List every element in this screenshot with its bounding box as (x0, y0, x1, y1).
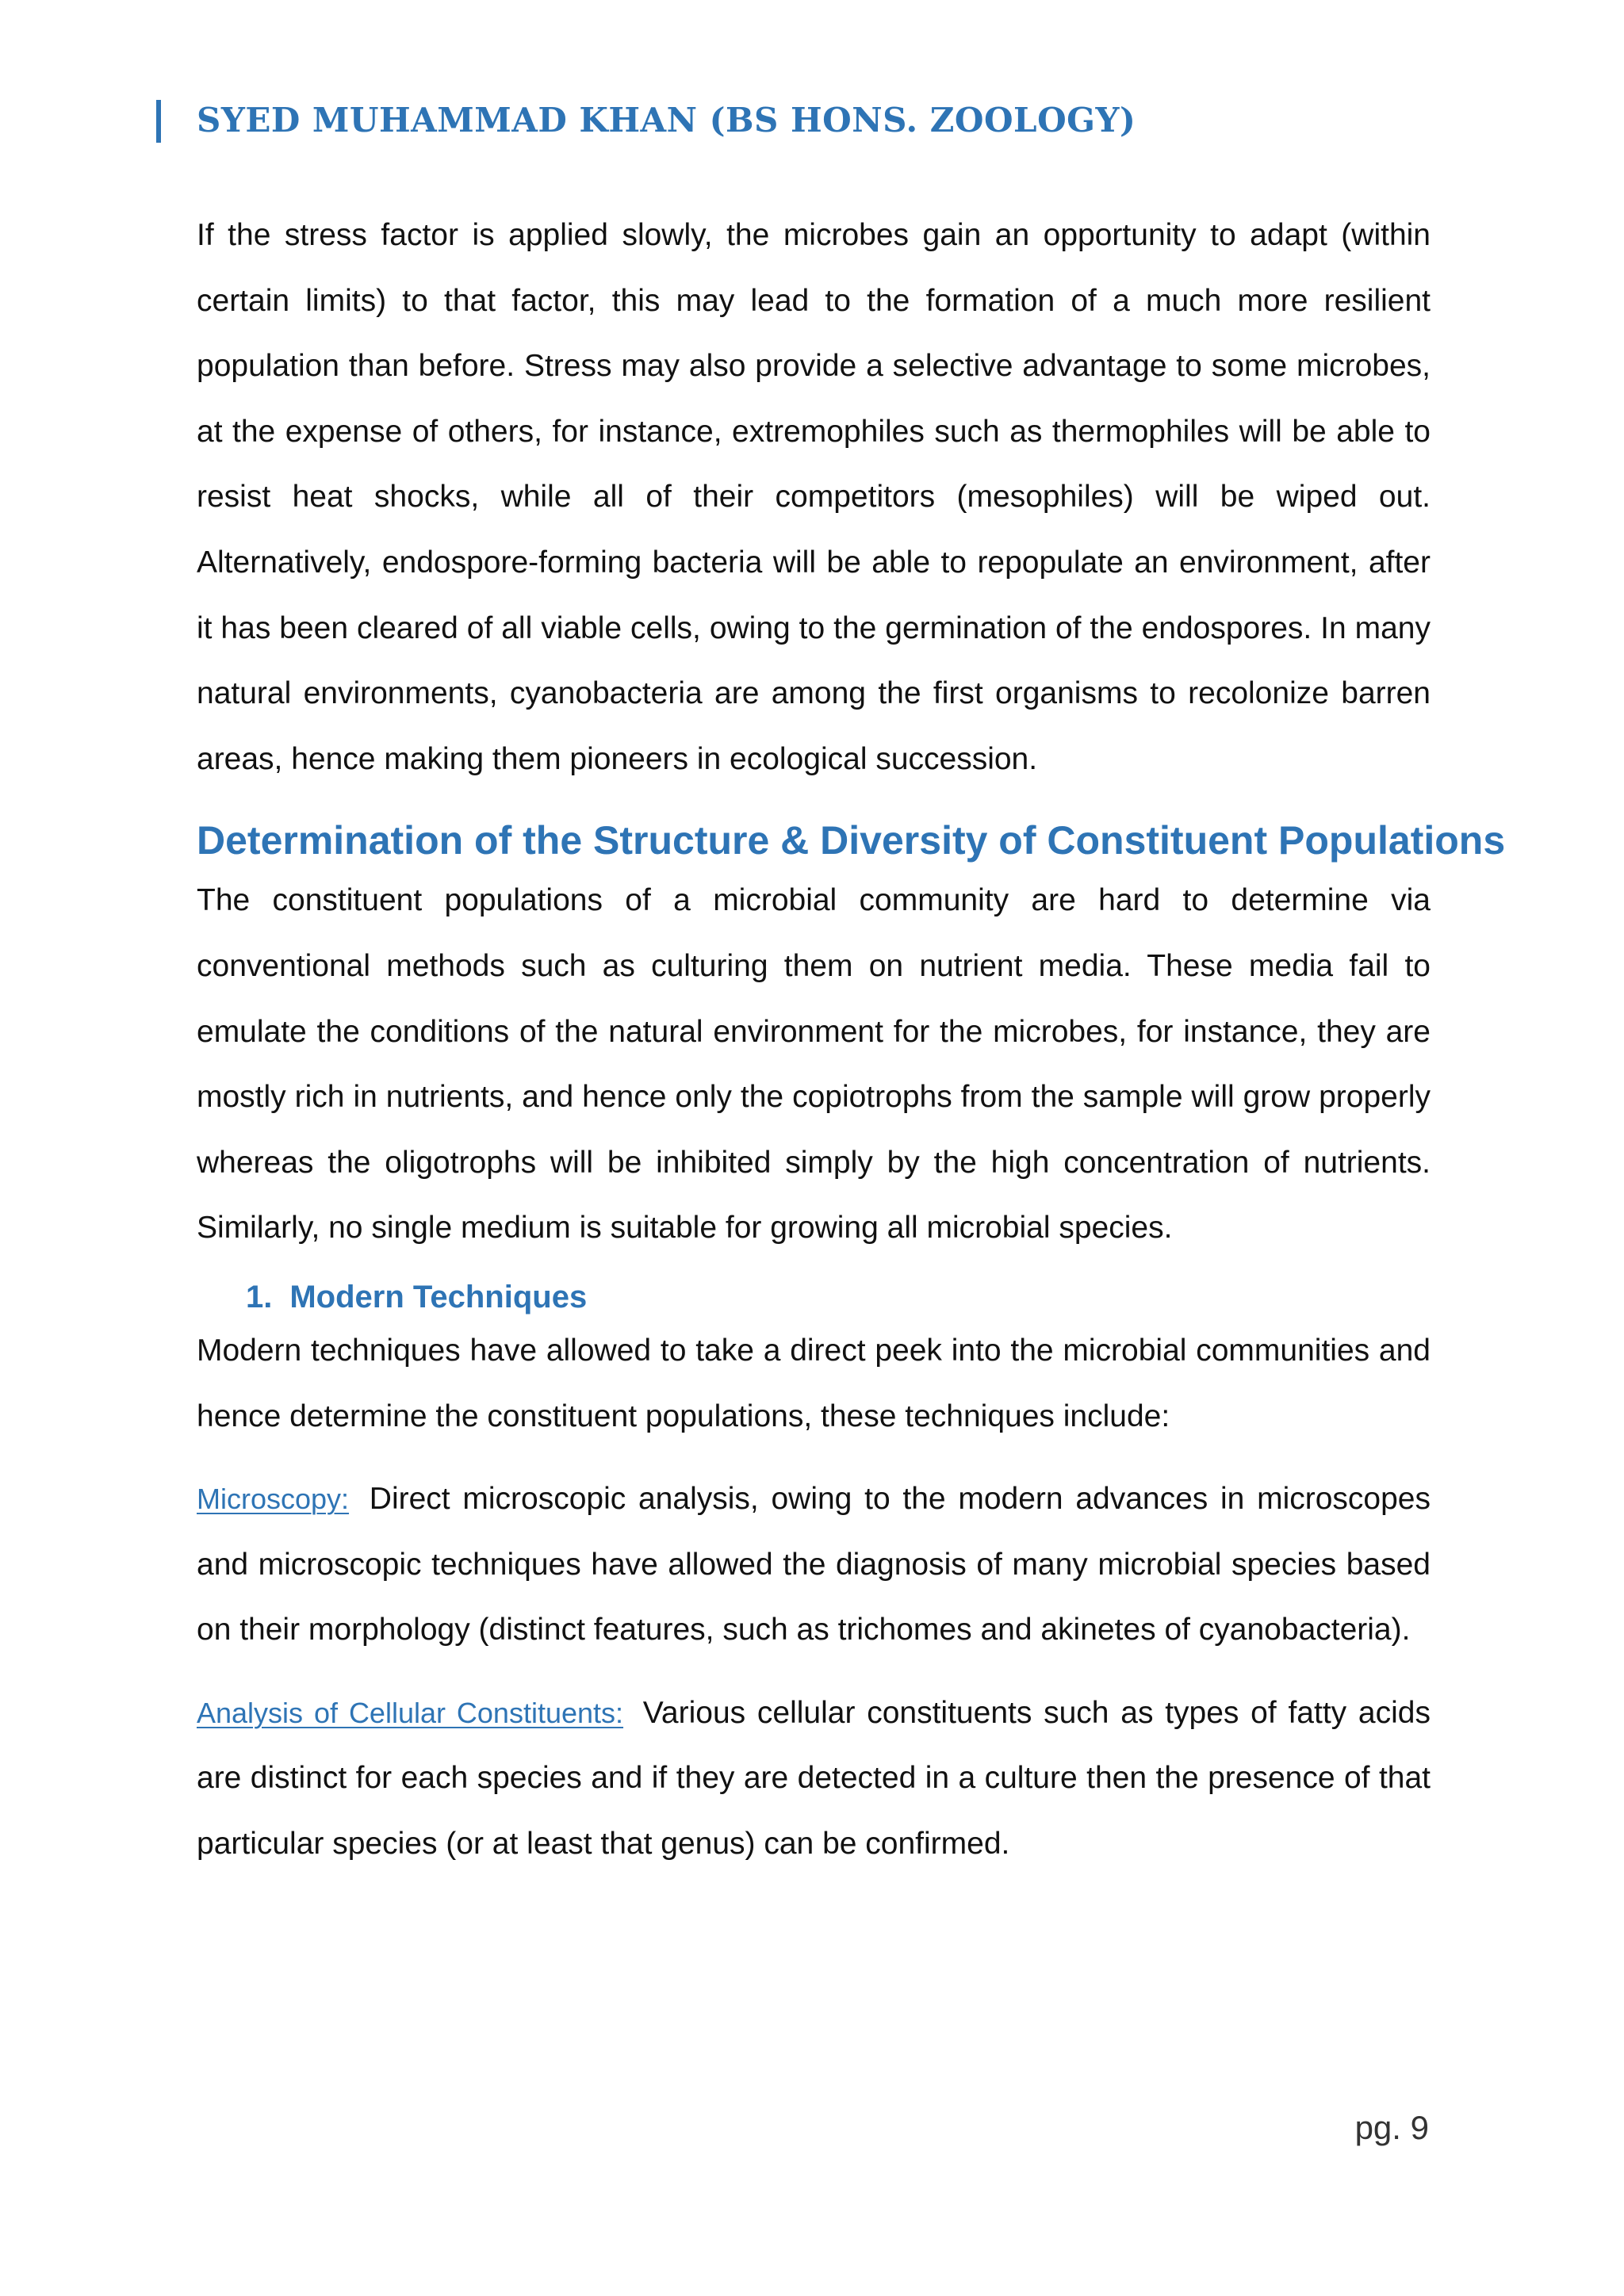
microscopy-text: Direct microscopic analysis, owing to the modern advances in microscopes and microscopic techniques have allowed the diagnosis of many microbial species based on their morphology (distinct features, such as trichomes and akinetes of cyanobacteria). (197, 1482, 1431, 1647)
header-accent-bar (156, 100, 161, 143)
page-content (197, 203, 1506, 1877)
paragraph-cellular-constituents (197, 1681, 1431, 1877)
subsection-heading (246, 1276, 1431, 1318)
header-title: SYED MUHAMMAD KHAN (BS HONS. ZOOLOGY) (197, 101, 1136, 140)
paragraph-stress-adaptation: If the stress factor is applied slowly, the microbes gain an opportunity to adapt (within certain limits) to that factor, this may lead to the formation of a much more resilient population than before. Stress may also provide a selective advantage to some microbes, at the expense of others, for instance, extremophiles such as thermophiles will be able to resist heat shocks, while all of their competitors (mesophiles) will be wiped out. Alternatively, endospore-forming bacteria will be able to repopulate an environment, after it has been cleared of all viable cells, owing to the germination of the endospores. In many natural environments, cyanobacteria are among the first organisms to recolonize barren areas, hence making them pioneers in ecological succession. (197, 218, 1431, 776)
cellular-constituents-term: Analysis of Cellular Constituents: (197, 1696, 624, 1729)
microscopy-term: Microscopy: (197, 1483, 350, 1516)
paragraph-constituent-populations: The constituent populations of a microbial community are hard to determine via conventional methods such as culturing them on nutrient media. These media fail to emulate the conditions of the natural environment for the microbes, for instance, they are mostly rich in nutrients, and hence only the copiotrophs from the sample will grow properly whereas the oligotrophs will be inhibited simply by the high concentration of nutrients. Similarly, no single medium is suitable for growing all microbial species. (197, 883, 1431, 1246)
spacer (197, 1663, 1431, 1681)
subsection-title: Modern Techniques (289, 1279, 588, 1314)
subsection-number: 1. (246, 1279, 273, 1314)
paragraph-microscopy (197, 1467, 1431, 1663)
paragraph-modern-techniques: Modern techniques have allowed to take a direct peek into the microbial communities and hence determine the constituent populations, these techniques include: (197, 1333, 1431, 1433)
spacer (197, 1449, 1431, 1467)
section-heading: Determination of the Structure & Diversity of Constituent Populations (197, 818, 1506, 863)
cellular-constituents-text: Various cellular constituents such as types of fatty acids are distinct for each species and if they are detected in a culture then the presence of that particular species (or at least that genus) can be confirmed. (197, 1695, 1431, 1862)
page-number: pg. 9 (1354, 2109, 1429, 2146)
